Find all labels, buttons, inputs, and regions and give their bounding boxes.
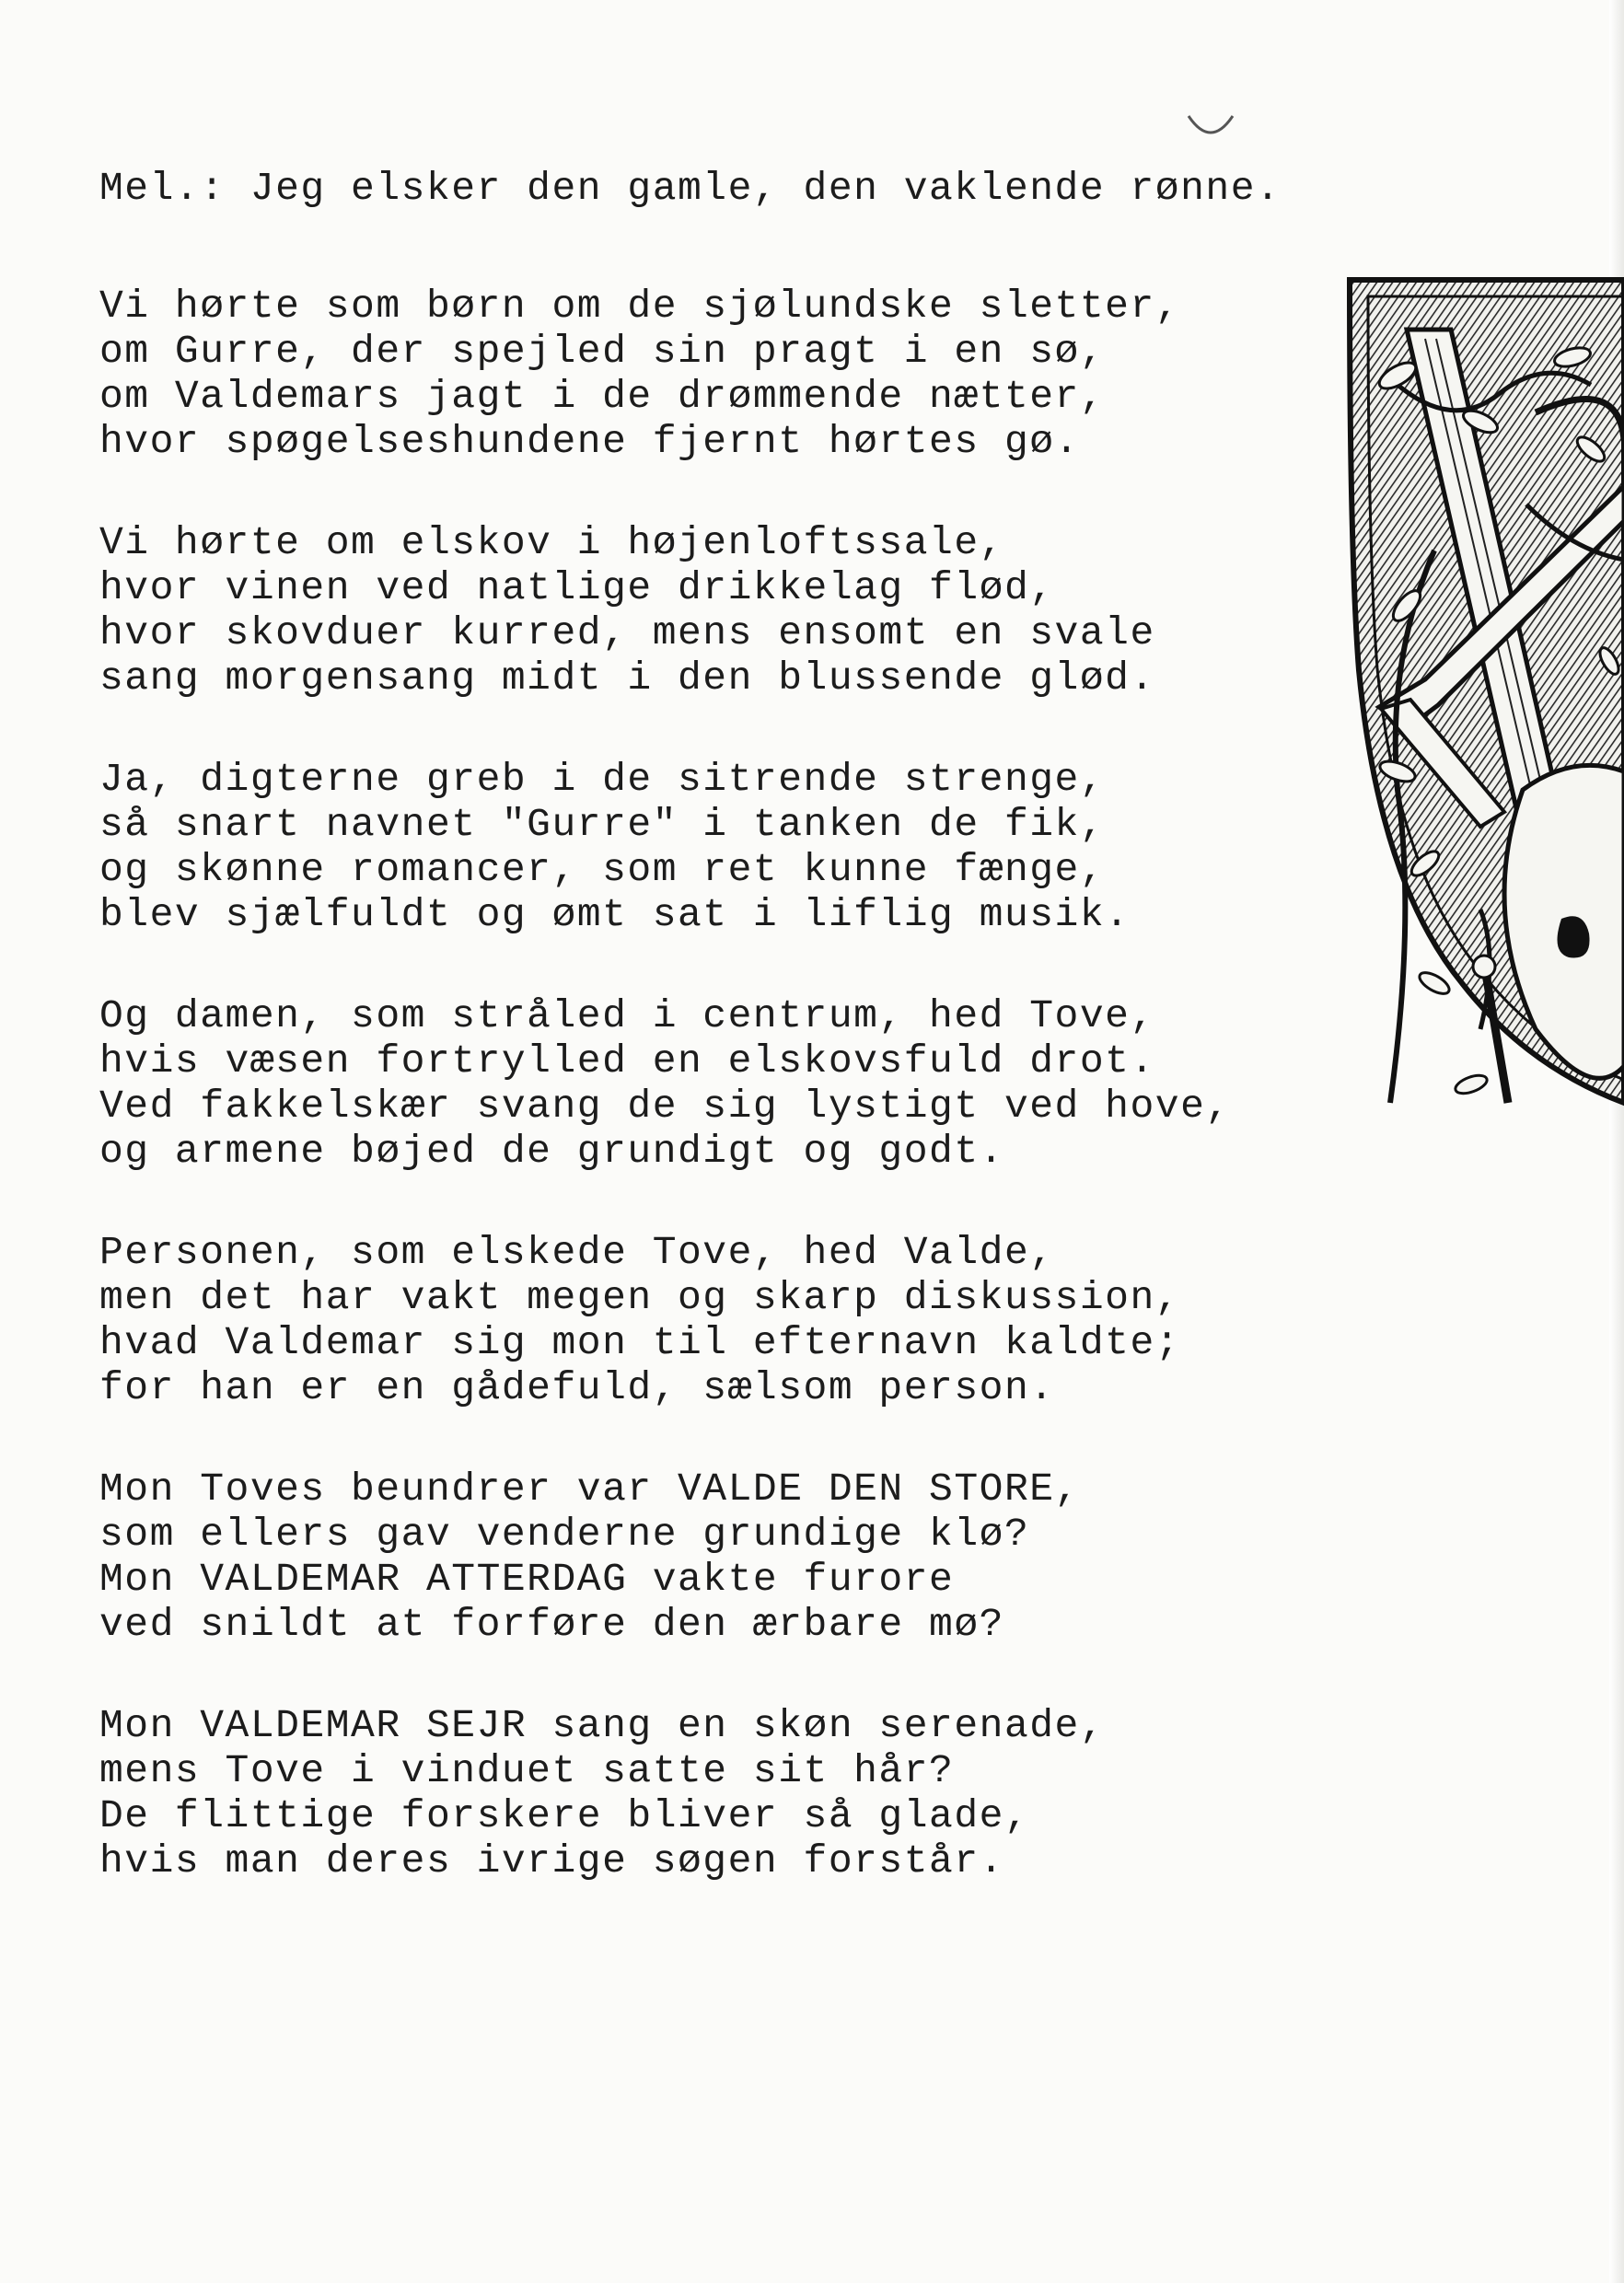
verse-line: så snart navnet "Gurre" i tanken de fik, (99, 802, 1106, 847)
stanza (99, 1466, 1231, 1647)
crest-illustration (1342, 274, 1624, 1147)
verse-line: Personen, som elskede Tove, hed Valde, (99, 1230, 1055, 1275)
verse-line: Og damen, som stråled i centrum, hed Tove, (99, 993, 1155, 1038)
verse-line: hvor skovduer kurred, mens ensomt en svale (99, 610, 1155, 655)
verse-line: Ved fakkelskær svang de sig lystigt ved hove, (99, 1084, 1231, 1129)
verse-line: for han er en gådefuld, sælsom person. (99, 1365, 1055, 1410)
verse-line: og armene bøjed de grundigt og godt. (99, 1129, 1004, 1174)
verse-line: om Valdemars jagt i de drømmende nætter, (99, 374, 1106, 419)
verse-line: som ellers gav venderne grundige klø? (99, 1512, 1030, 1557)
stanza (99, 993, 1231, 1174)
stanza (99, 284, 1231, 464)
poem (99, 284, 1231, 1940)
punch-hole-mark (1183, 109, 1238, 149)
stanza (99, 520, 1231, 701)
verse-line: hvad Valdemar sig mon til efternavn kaldte; (99, 1320, 1181, 1365)
verse-line: ved snildt at forføre den ærbare mø? (99, 1602, 1004, 1647)
verse-line: hvor spøgelseshundene fjernt hørtes gø. (99, 419, 1080, 464)
verse-line: om Gurre, der spejled sin pragt i en sø, (99, 329, 1106, 374)
verse-line: blev sjælfuldt og ømt sat i liflig musik. (99, 892, 1131, 937)
verse-line: hvor vinen ved natlige drikkelag flød, (99, 565, 1055, 610)
stanza (99, 757, 1231, 937)
verse-line: Mon VALDEMAR SEJR sang en skøn serenade, (99, 1703, 1106, 1748)
verse-line: Mon Toves beundrer var VALDE DEN STORE, (99, 1466, 1080, 1512)
verse-line: sang morgensang midt i den blussende glød. (99, 655, 1155, 701)
verse-line: De flittige forskere bliver så glade, (99, 1793, 1030, 1838)
verse-line: men det har vakt megen og skarp diskussion, (99, 1275, 1181, 1320)
stanza (99, 1230, 1231, 1410)
verse-line: Ja, digterne greb i de sitrende strenge, (99, 757, 1106, 802)
verse-line: hvis væsen fortrylled en elskovsfuld drot. (99, 1038, 1155, 1084)
verse-line: mens Tove i vinduet satte sit hår? (99, 1748, 955, 1793)
verse-line: Vi hørte som børn om de sjølundske sletter, (99, 284, 1181, 329)
verse-line: og skønne romancer, som ret kunne fænge, (99, 847, 1106, 892)
stanza (99, 1703, 1231, 1883)
verse-line: Mon VALDEMAR ATTERDAG vakte furore (99, 1557, 955, 1602)
verse-line: hvis man deres ivrige søgen forstår. (99, 1838, 1004, 1883)
melody-line: Mel.: Jeg elsker den gamle, den vaklende rønne. (99, 166, 1282, 211)
verse-line: Vi hørte om elskov i højenloftssale, (99, 520, 1004, 565)
